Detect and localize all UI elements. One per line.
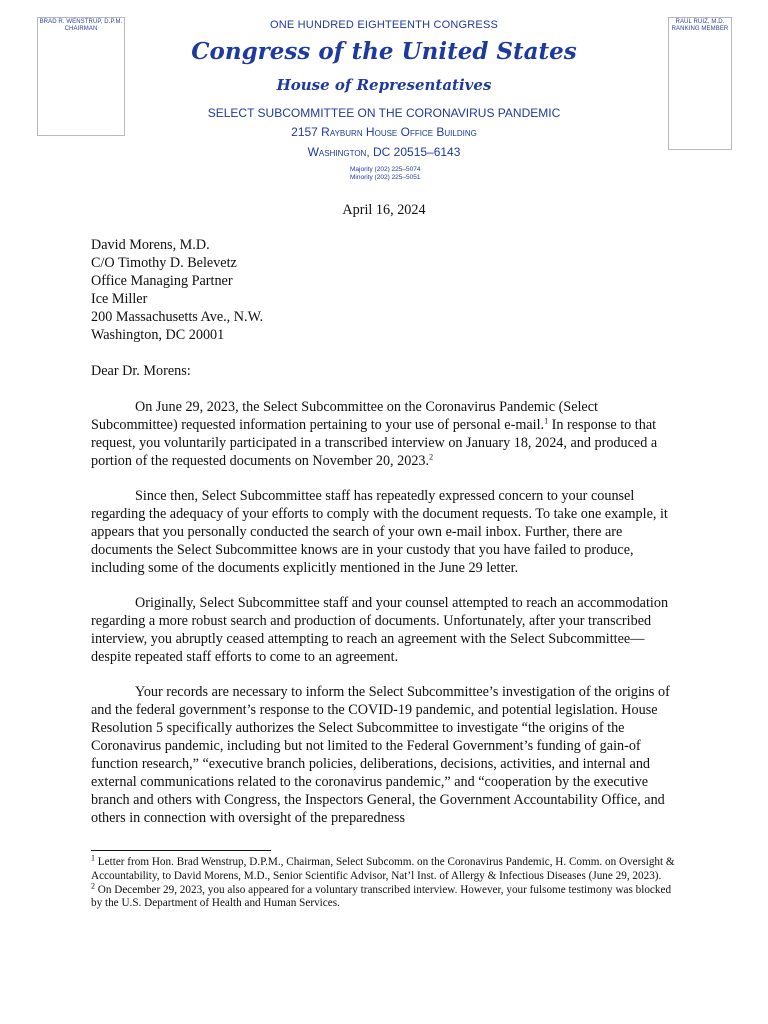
paragraph-4-text: Your records are necessary to inform the Select Subcommittee’s investigation of the origins of and the federal government’s response to the COVID-19 pandemic, and potential legislation. House Resolution 5 specifically authorizes the Select Subcommittee to investigate “the origins of the Coronavirus pandemic, including but not limited to the Federal Government’s funding of gain-of function research,” “executive branch policies, deliberations, decisions, activities, and internal and external communications related to the coronavirus pandemic,” and “cooperation by the executive branch and others with Congress, the Inspectors General, the Government Accountability Office, and others in connection with oversight of the preparedness	[91, 684, 670, 826]
paragraph-3-text: Originally, Select Subcommittee staff and your counsel attempted to reach an accommodation regarding a more robust search and production of documents. Unfortunately, after your transcribed interview, you abruptly ceased attempting to reach an agreement with the Select Subcommittee—despite repeated staff efforts to come to an agreement.	[91, 595, 669, 665]
majority-phone: Majority (202) 225–5074	[350, 166, 421, 173]
office-address: 2157 Rayburn House Office Building	[291, 125, 477, 139]
paragraph-1-text-b: In response to that request, you voluntarily participated in a transcribed interview on January 18, 2024, and produced a portion of the requested documents on November 20, 2023.	[91, 417, 658, 469]
chairman-name: BRAD R. WENSTRUP, D.P.M.	[39, 19, 123, 25]
footnote-1-number: 1	[91, 853, 95, 863]
footnote-2	[91, 880, 681, 912]
phone-numbers	[350, 166, 470, 182]
footnote-1	[91, 853, 681, 884]
ranking-member-title: RANKING MEMBER	[671, 26, 729, 32]
ranking-member-name: RAUL RUIZ, M.D.	[675, 19, 725, 25]
paragraph-2-text: Since then, Select Subcommittee staff has repeatedly expressed concern to your counsel regarding the adequacy of your efforts to comply with the document requests. To take one example, it appears that you personally conducted the search of your own e-mail inbox. Further, there are documents the Select Subcommittee knows are in your custody that you have failed to produce, including some of the documents explicitly mentioned in the June 29 letter.	[91, 488, 668, 576]
footnote-2-number: 2	[91, 880, 95, 890]
paragraph-4	[91, 683, 671, 827]
footnote-ref-2: 2	[429, 452, 434, 462]
recipient-line: Washington, DC 20001	[91, 327, 225, 343]
letter-date: April 16, 2024	[342, 202, 426, 218]
footnote-ref-1: 1	[544, 416, 549, 426]
footnote-divider	[91, 850, 271, 851]
paragraph-1-text-a: On June 29, 2023, the Select Subcommittee on the Coronavirus Pandemic (Select Subcommittee) requested information pertaining to your use of personal e-mail.	[91, 399, 598, 433]
house-title: House of Representatives	[276, 76, 492, 94]
recipient-line: Office Managing Partner	[91, 273, 233, 289]
paragraph-2	[91, 487, 671, 577]
committee-name: SELECT SUBCOMMITTEE ON THE CORONAVIRUS PANDEMIC	[207, 106, 561, 120]
chairman-title: CHAIRMAN	[64, 26, 98, 32]
recipient-line: Ice Miller	[91, 291, 148, 307]
congress-title: Congress of the United States	[191, 38, 577, 65]
minority-phone: Minority (202) 225–5051	[350, 174, 421, 181]
footnote-1-text: Letter from Hon. Brad Wenstrup, D.P.M., Chairman, Select Subcomm. on the Coronavirus Pandemic, H. Comm. on Oversight & Accountability, to David Morens, M.D., Senior Scientific Advisor, Nat’l Inst. of Allergy & Infectious Diseases (June 29, 2023).	[91, 856, 675, 882]
recipient-line: David Morens, M.D.	[91, 237, 210, 253]
recipient-line: C/O Timothy D. Belevetz	[91, 255, 237, 271]
footnote-2-text: On December 29, 2023, you also appeared for a voluntary transcribed interview. However, your fulsome testimony was blocked by the U.S. Department of Health and Human Services.	[91, 883, 672, 910]
paragraph-3	[91, 594, 671, 666]
congress-number: ONE HUNDRED EIGHTEENTH CONGRESS	[269, 19, 499, 31]
recipient-address	[91, 236, 671, 344]
paragraph-1	[91, 398, 671, 470]
salutation: Dear Dr. Morens:	[91, 363, 191, 379]
city-address: Washington, DC 20515–6143	[307, 145, 461, 159]
footnotes	[91, 853, 681, 911]
recipient-line: 200 Massachusetts Ave., N.W.	[91, 309, 264, 325]
